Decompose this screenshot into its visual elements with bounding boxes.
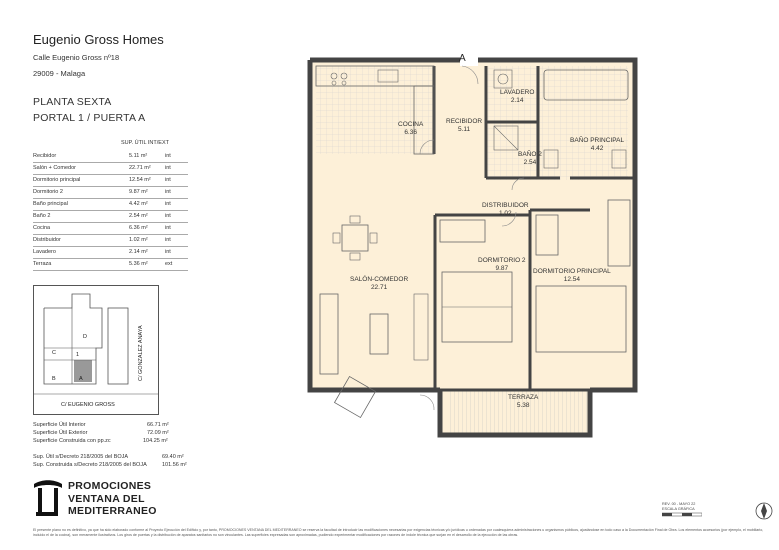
revision-label: REV. 00 - MAYO 22 xyxy=(662,502,696,506)
table-row: Baño principal 4.42 m² int xyxy=(33,199,188,211)
street-bottom-label: C/ EUGENIO GROSS xyxy=(61,402,115,408)
compass-icon xyxy=(722,500,774,522)
table-row: Dormitorio 2 9.87 m² int xyxy=(33,187,188,199)
key-label-1: 1 xyxy=(76,352,80,358)
table-row: Recibidor 5.11 m² int xyxy=(33,151,188,163)
room-recibidor: RECIBIDOR 5.11 xyxy=(446,118,483,133)
table-row: Salón + Comedor 22.71 m² int xyxy=(33,163,188,175)
street-side-label: C/ GONZALEZ ANAYA xyxy=(138,325,144,381)
table-row: Baño 2 2.54 m² int xyxy=(33,211,188,223)
room-lavadero: LAVADERO 2.14 xyxy=(500,89,535,104)
table-row: Terraza 5.36 m² ext xyxy=(33,259,188,271)
room-terraza: TERRAZA 5.38 xyxy=(508,394,539,409)
table-header: SUP. ÚTIL INT/EXT xyxy=(121,140,169,146)
key-label-c: C xyxy=(52,350,56,356)
floor-title: PLANTA SEXTA xyxy=(33,96,112,108)
info-panel: Eugenio Gross Homes Calle Eugenio Gross nº18 29009 - Malaga PLANTA SEXTA PORTAL 1 / PUERTA A SUP. ÚTIL INT/EXT Recibidor 5.11 m² int Salón + Comedor 22.71 m² int Dormitorio principal 12.54 m² int Dormitorio 2 9.87 m² int Baño principal 4.42 m² int Baño 2 2.54 m² int Cocina 6.36 m² int Distribuidor 1.02 m² int Lavadero 2.14 m² int Terraza 5.36 m² ext D C 1 B A C/ GONZALEZ ANAYA C/ EUGENIO GROSS Superficie Útil Interior 66.71 m² Superficie Útil Exterior 72.09 m² Superficie Construida con pp.zc 104.25 m² Sup. Útil s/Decreto 218/2005 del BOJA 69.40 m² Sup. Construida s/Decreto 218/2005 del BOJA 101.56 m² PROMOCIONES VENTANA DEL MEDITERRANEO xyxy=(0,0,300,550)
table-row: Distribuidor 1.02 m² int xyxy=(33,235,188,247)
room-distribuidor: DISTRIBUIDOR 1.02 xyxy=(482,202,529,217)
company-logo xyxy=(32,478,64,522)
address-line-1: Calle Eugenio Gross nº18 xyxy=(33,53,120,62)
table-row: Dormitorio principal 12.54 m² int xyxy=(33,175,188,187)
room-dormitorio-principal: DORMITORIO PRINCIPAL 12.54 xyxy=(533,268,611,283)
graphic-scale xyxy=(662,502,702,520)
address-line-2: 29009 - Malaga xyxy=(33,69,86,78)
scale-label: ESCALA GRÁFICA xyxy=(662,507,695,511)
unit-title: PORTAL 1 / PUERTA A xyxy=(33,112,146,124)
door-label: A xyxy=(459,53,466,64)
scale-bar xyxy=(662,512,702,518)
disclaimer-text: El presente plano no es definitivo, ya que ha sido elaborado conforme al Proyecto Ejecución del Edificio y, por tanto, PROMOCIONES VENTANA DEL MEDITERRANEO se reserva la facultad de introducir las modificaciones necesarias por exigencias técnicas y/o jurídicas u ordenadas por cualesquiera administraciones u organismos públicos, ajustándose en todo caso a la Documentación Final de Obra. Los elementos accesorios (por ejemplo, el mobiliario, incluido el de la cocina), son meramente ilustrativos. Los giros de puertas y la distribución de aparatos sanitarios no son vinculantes. Las superficies expresadas son aproximadas, pudiendo experimentar modificaciones por razones de índole técnica que surjan en el desarrollo de la ejecución de las obras. xyxy=(33,528,764,537)
room-cocina: COCINA 6.36 xyxy=(398,121,424,136)
room-salon-comedor: SALÓN-COMEDOR 22.71 xyxy=(350,276,409,291)
company-name: Eugenio Gross Homes xyxy=(33,32,164,47)
room-bano-principal: BAÑO PRINCIPAL 4.42 xyxy=(570,137,625,152)
table-row: Cocina 6.36 m² int xyxy=(33,223,188,235)
key-label-a: A xyxy=(79,376,83,382)
room-dormitorio-2: DORMITORIO 2 9.87 xyxy=(478,257,526,272)
room-bano-2: BAÑO 2 2.54 xyxy=(518,151,542,166)
key-label-b: B xyxy=(52,376,56,382)
key-plan xyxy=(33,285,159,415)
key-label-d: D xyxy=(83,334,87,340)
company-logo-text: PROMOCIONES VENTANA DEL MEDITERRANEO xyxy=(68,480,157,517)
table-row: Lavadero 2.14 m² int xyxy=(33,247,188,259)
